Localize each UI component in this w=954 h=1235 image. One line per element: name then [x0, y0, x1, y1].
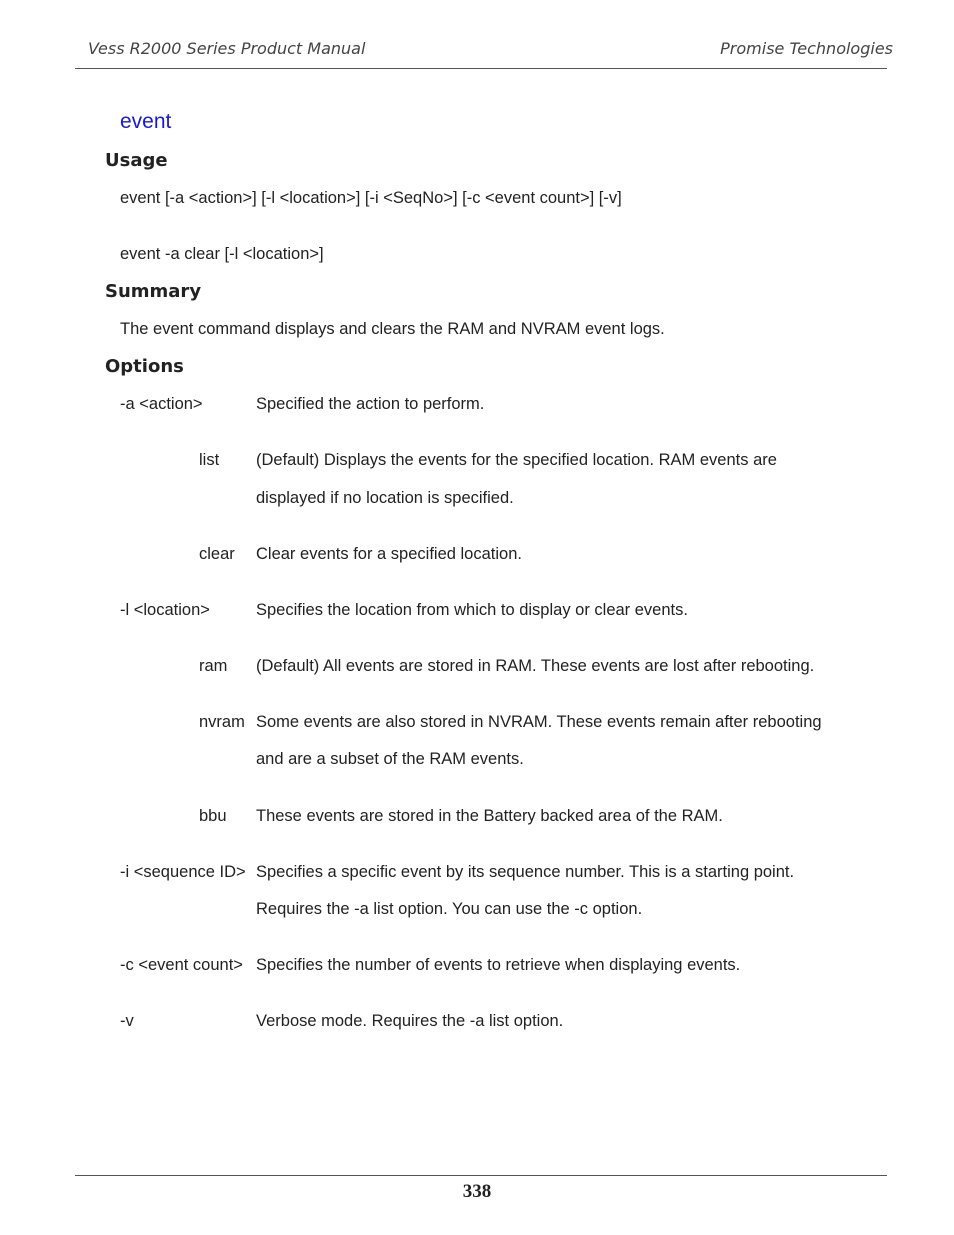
summary-text: The event command displays and clears the RAM and NVRAM event logs. — [120, 320, 665, 338]
header-company: Promise Technologies — [720, 39, 893, 58]
location-ram-name: ram — [199, 657, 228, 675]
options-heading: Options — [105, 356, 184, 377]
option-i-flag: -i <sequence ID> — [120, 863, 246, 881]
header-divider — [75, 68, 887, 69]
option-i-desc-1: Specifies a specific event by its sequence number. This is a starting point. — [256, 863, 795, 881]
option-l-flag: -l <location> — [120, 601, 210, 619]
action-clear-name: clear — [199, 545, 235, 563]
location-nvram-desc-1: Some events are also stored in NVRAM. These events remain after rebooting — [256, 713, 822, 731]
action-list-desc-2: displayed if no location is specified. — [256, 489, 514, 507]
usage-line-2: event -a clear [-l <location>] — [120, 245, 324, 263]
summary-heading: Summary — [105, 281, 202, 302]
usage-line-1: event [-a <action>] [-l <location>] [-i <SeqNo>] [-c <event count>] [-v] — [120, 189, 622, 207]
option-v-desc: Verbose mode. Requires the -a list option. — [256, 1012, 564, 1030]
page-number: 338 — [462, 1181, 492, 1202]
action-clear-desc: Clear events for a specified location. — [256, 545, 522, 563]
header-manual-title: Vess R2000 Series Product Manual — [88, 39, 366, 58]
option-v-flag: -v — [120, 1012, 134, 1030]
option-i-desc-2: Requires the -a list option. You can use the -c option. — [256, 900, 643, 918]
option-a-desc: Specified the action to perform. — [256, 395, 485, 413]
option-c-flag: -c <event count> — [120, 956, 243, 974]
location-nvram-desc-2: and are a subset of the RAM events. — [256, 750, 524, 768]
usage-heading: Usage — [105, 150, 168, 171]
action-list-name: list — [199, 451, 220, 469]
location-bbu-desc: These events are stored in the Battery backed area of the RAM. — [256, 807, 723, 825]
location-ram-desc: (Default) All events are stored in RAM. These events are lost after rebooting. — [256, 657, 815, 675]
option-c-desc: Specifies the number of events to retrieve when displaying events. — [256, 956, 741, 974]
location-nvram-name: nvram — [199, 713, 245, 731]
command-title: event — [120, 110, 172, 133]
option-l-desc: Specifies the location from which to display or clear events. — [256, 601, 688, 619]
action-list-desc-1: (Default) Displays the events for the specified location. RAM events are — [256, 451, 777, 469]
footer-divider — [75, 1175, 887, 1176]
option-a-flag: -a <action> — [120, 395, 203, 413]
location-bbu-name: bbu — [199, 807, 227, 825]
